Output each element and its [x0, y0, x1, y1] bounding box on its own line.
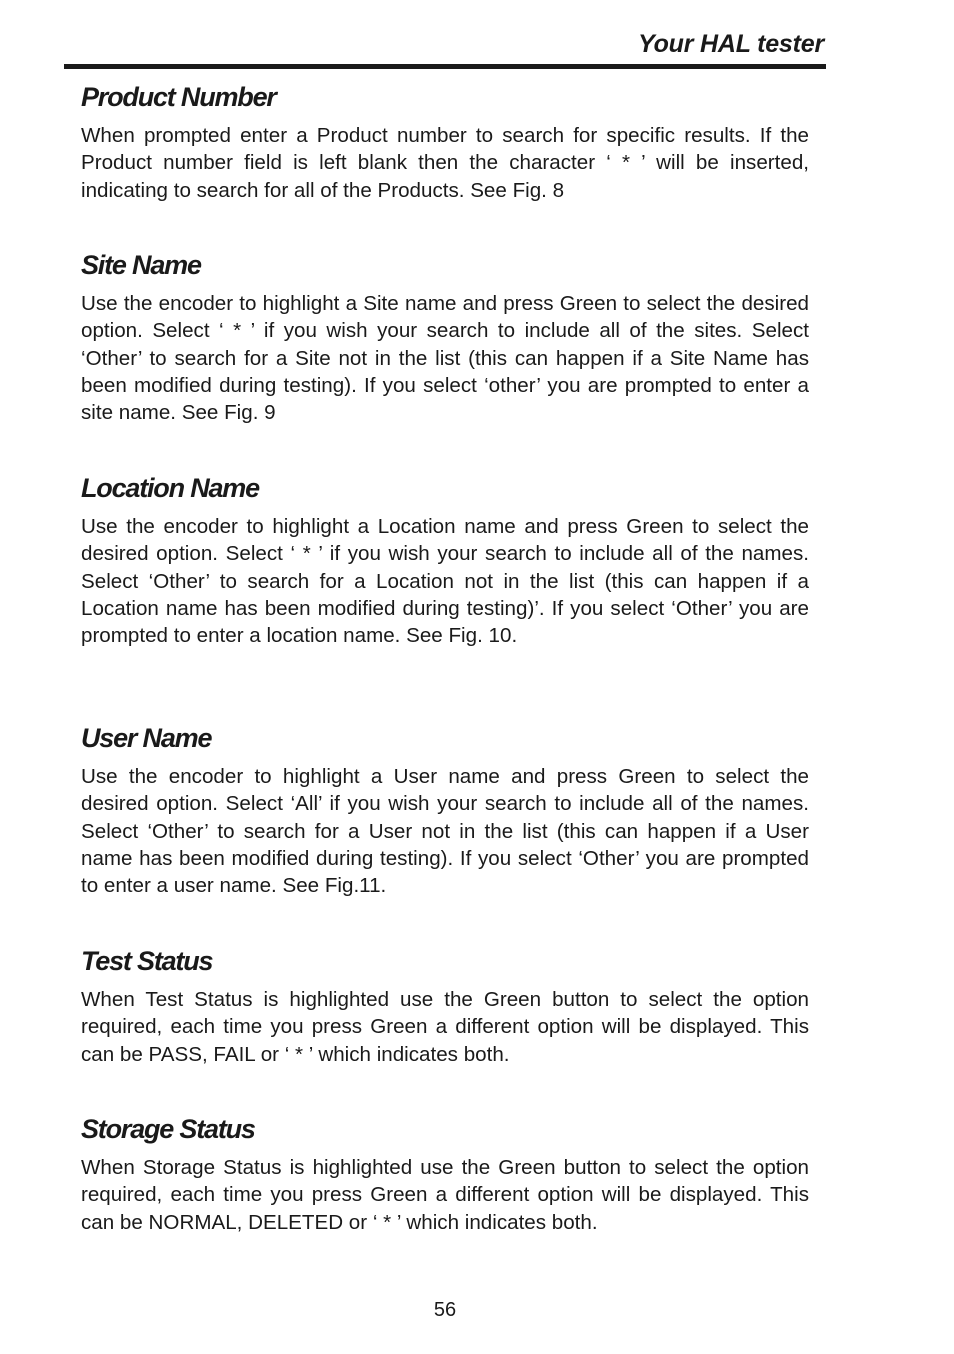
section-body: Use the encoder to highlight a Location name and press Green to select the desired option. Select ‘ * ’ if you wish your search to include all of the names. Select ‘Other’ to search for a Location not in the list (this can happen if a Location name has been modified during testing)’. If you select ‘Other’ you are prompted to enter a location name. See Fig. 10. — [81, 515, 809, 648]
section-heading: Storage Status — [81, 1114, 255, 1144]
section-product-number — [81, 80, 809, 204]
section-body: When prompted enter a Product number to search for specific results. If the Product number field is left blank then the character ‘ * ’ will be inserted, indicating to search for all of the Products. See Fig. 8 — [81, 124, 809, 202]
page-number: 56 — [433, 1299, 457, 1321]
section-body: Use the encoder to highlight a Site name and press Green to select the desired option. Select ‘ * ’ if you wish your search to include all of the sites. Select ‘Other’ to search for a Site not in the list (this can happen if a Site Name has been modified during testing). If you select ‘other’ you are prompted to enter a site name. See Fig. 9 — [81, 292, 809, 425]
section-heading: User Name — [81, 723, 212, 753]
section-body: When Test Status is highlighted use the Green button to select the option required, each time you press Green a different option will be displayed. This can be PASS, FAIL or ‘ * ’ which indicates both. — [81, 988, 809, 1066]
section-location-name — [81, 471, 809, 649]
section-test-status — [81, 944, 809, 1068]
section-storage-status — [81, 1112, 809, 1236]
section-heading: Product Number — [81, 82, 276, 112]
running-header: Your HAL tester — [638, 30, 824, 58]
section-body: When Storage Status is highlighted use the Green button to select the option required, each time you press Green a different option will be displayed. This can be NORMAL, DELETED or ‘ * ’ which indicates both. — [81, 1156, 809, 1234]
section-heading: Test Status — [81, 946, 213, 976]
header-rule — [64, 64, 826, 69]
section-heading: Location Name — [81, 473, 259, 503]
section-user-name — [81, 721, 809, 899]
section-body: Use the encoder to highlight a User name and press Green to select the desired option. Select ‘All’ if you wish your search to include all of the names. Select ‘Other’ to search for a User not in the list (this can happen if a User name has been modified during testing). If you select ‘Other’ you are prompted to enter a user name. See Fig.11. — [81, 765, 809, 898]
section-site-name — [81, 248, 809, 426]
section-heading: Site Name — [81, 250, 201, 280]
